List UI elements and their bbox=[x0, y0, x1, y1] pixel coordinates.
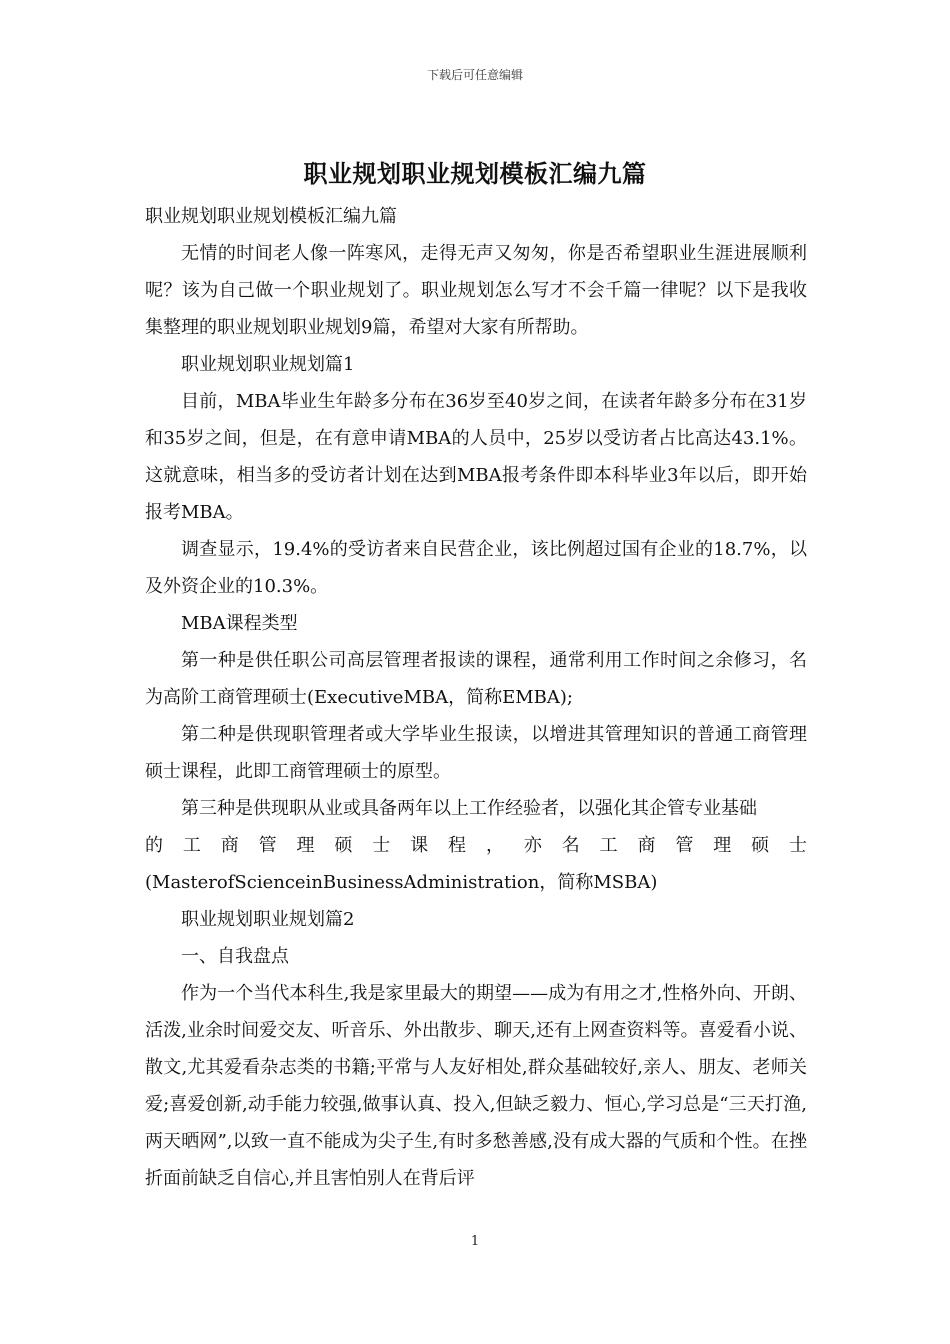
document-title: 职业规划职业规划模板汇编九篇 bbox=[303, 159, 647, 188]
mba-type-3-line-2: 的工商管理硕士课程，亦名工商管理硕士 bbox=[145, 835, 807, 856]
page-number: 1 bbox=[470, 1234, 480, 1249]
mba-type-3-line-3: (MasterofScienceinBusinessAdministration，简称MSBA) bbox=[145, 872, 658, 893]
mba-type-2-paragraph: 第二种是供现职管理者或大学毕业生报读，以增进其管理知识的普通工商管理硕士课程，此即工商管理硕士的原型。 bbox=[145, 724, 807, 782]
section-heading-2: 职业规划职业规划篇2 bbox=[181, 909, 355, 930]
survey-paragraph: 调查显示，19.4%的受访者来自民营企业，该比例超过国有企业的18.7%，以及外资企业的10.3%。 bbox=[145, 539, 807, 597]
section-heading-1: 职业规划职业规划篇1 bbox=[181, 354, 355, 375]
self-review-heading: 一、自我盘点 bbox=[181, 946, 289, 967]
mba-age-paragraph: 目前，MBA毕业生年龄多分布在36岁至40岁之间，在读者年龄多分布在31岁和35岁之间，但是，在有意申请MBA的人员中，25岁以受访者占比高达43.1%。这就意味，相当多的受访者计划在达到MBA报考条件即本科毕业3年以后，即开始报考MBA。 bbox=[145, 391, 807, 523]
mba-types-heading: MBA课程类型 bbox=[181, 613, 298, 634]
subtitle-paragraph: 职业规划职业规划模板汇编九篇 bbox=[145, 206, 397, 227]
mba-type-3-line-1: 第三种是供现职从业或具备两年以上工作经验者，以强化其企管专业基础 bbox=[181, 798, 757, 819]
mba-type-1-paragraph: 第一种是供任职公司高层管理者报读的课程，通常利用工作时间之余修习，名为高阶工商管理硕士(ExecutiveMBA，简称EMBA); bbox=[145, 650, 807, 708]
header-note: 下载后可任意编辑 bbox=[426, 68, 523, 82]
document-body bbox=[145, 198, 807, 1197]
self-review-paragraph: 作为一个当代本科生,我是家里最大的期望——成为有用之才,性格外向、开朗、活泼,业余时间爱交友、听音乐、外出散步、聊天,还有上网查资料等。喜爱看小说、散文,尤其爱看杂志类的书籍;平常与人友好相处,群众基础较好,亲人、朋友、老师关爱;喜爱创新,动手能力较强,做事认真、投入,但缺乏毅力、恒心,学习总是“三天打渔,两天晒网”,以致一直不能成为尖子生,有时多愁善感,没有成大器的气质和个性。在挫折面前缺乏自信心,并且害怕别人在背后评 bbox=[145, 983, 807, 1189]
intro-paragraph: 无情的时间老人像一阵寒风，走得无声又匆匆，你是否希望职业生涯进展顺利呢？该为自己做一个职业规划了。职业规划怎么写才不会千篇一律呢？以下是我收集整理的职业规划职业规划9篇，希望对大家有所帮助。 bbox=[145, 243, 807, 338]
